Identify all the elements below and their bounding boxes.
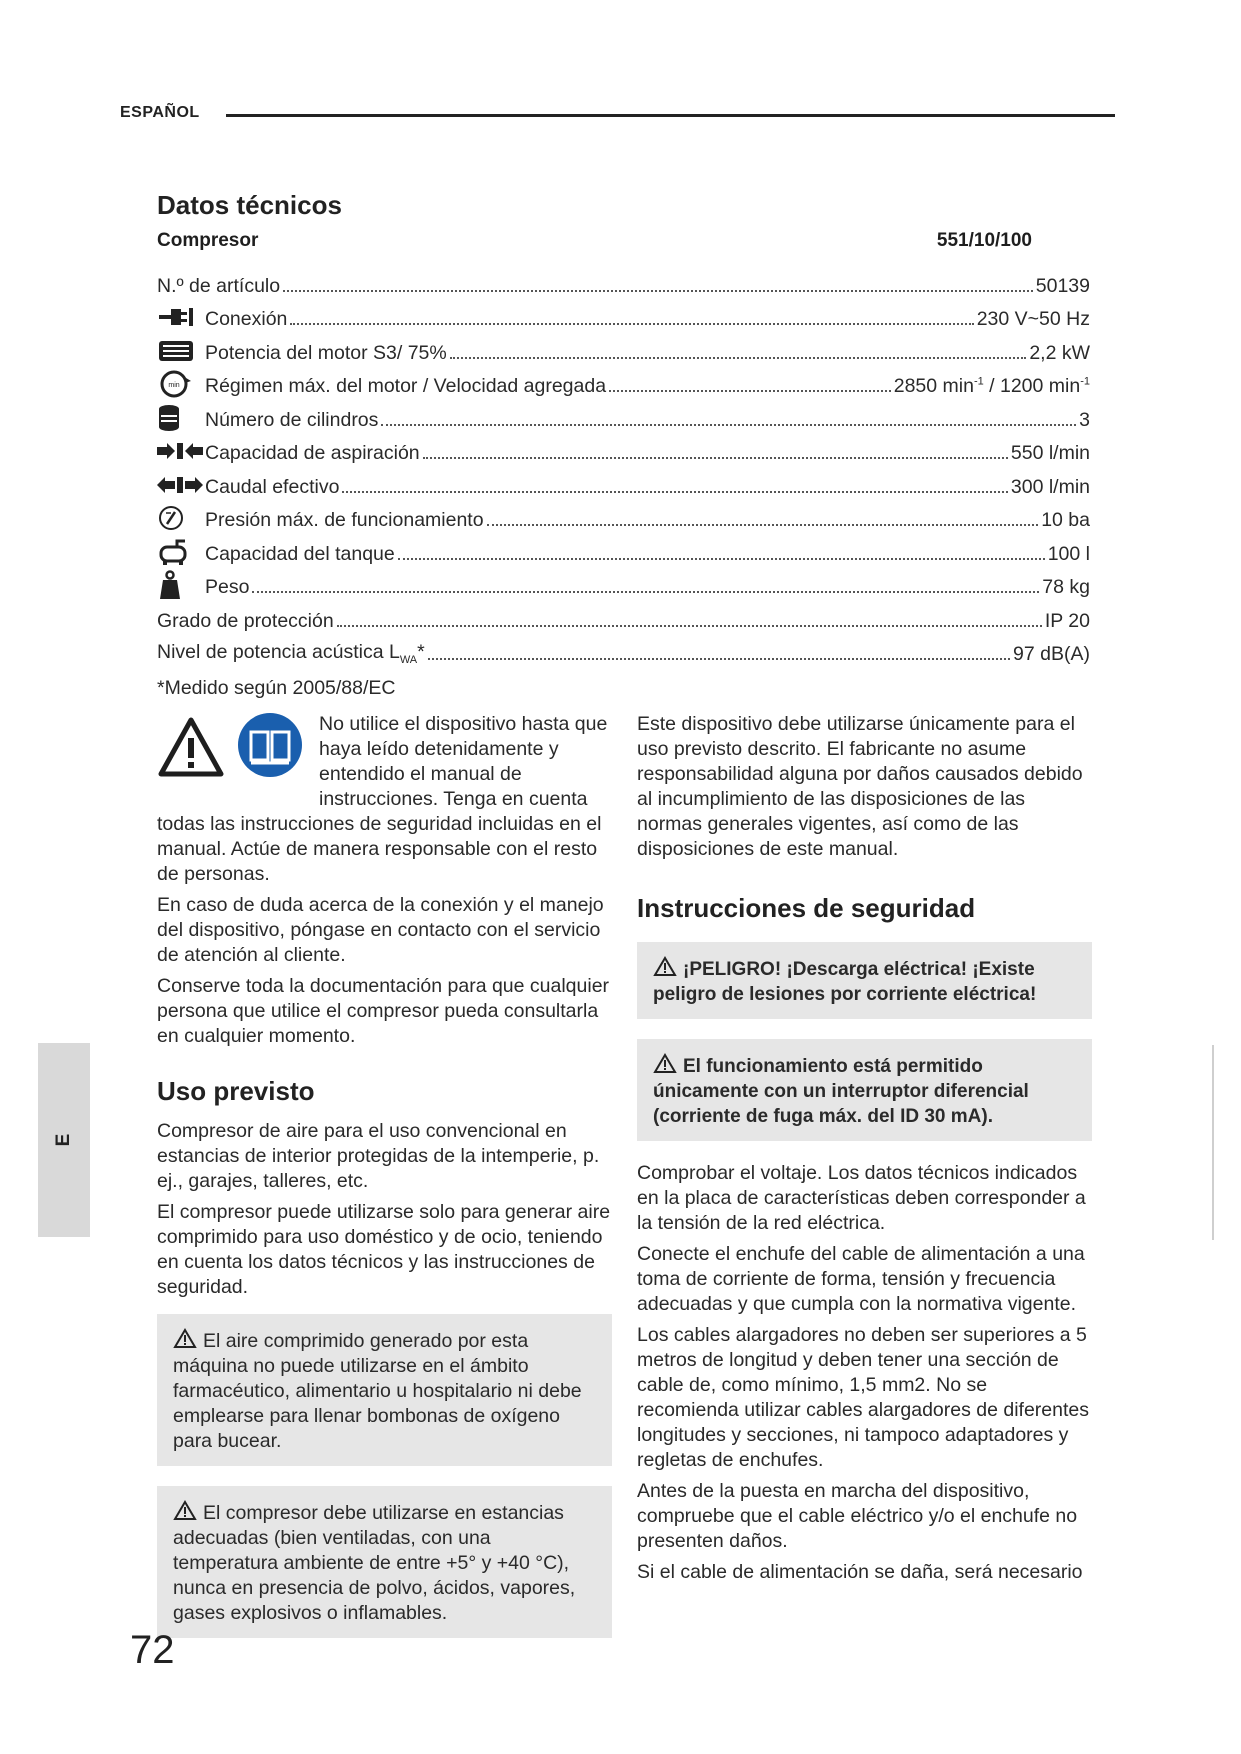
safety-title: Instrucciones de seguridad — [637, 893, 976, 923]
spec-label: Caudal efectivo — [205, 475, 340, 498]
side-tab-label: E — [53, 1133, 74, 1147]
footnote: *Medido según 2005/88/EC — [157, 677, 396, 699]
spec-value: 550 l/min — [1010, 442, 1090, 464]
intended-use-title: Uso previsto — [157, 1076, 315, 1106]
warning-text: El compresor debe utilizarse en estancias adecuadas (bien ventiladas, con una temperatura ambiente de entre +5° y +40 °C), nunca en presencia de polvo, ácidos, vapores, gases explosivos o inflamables. — [173, 1502, 576, 1624]
leader-dots — [252, 591, 1039, 593]
cylinder-icon — [157, 404, 205, 432]
plug-icon — [157, 303, 205, 331]
spec-label: Grado de protección — [157, 609, 334, 632]
spec-row — [157, 566, 1090, 600]
spec-label: Nivel de potencia acústica $L_{WA}*$ — [157, 641, 425, 666]
danger-box — [637, 942, 1092, 1019]
leader-dots — [609, 390, 891, 392]
spec-value: 3 — [1079, 408, 1090, 431]
spec-value: 300 l/min — [1010, 475, 1090, 498]
model-number: 551/10/100 — [936, 230, 1032, 251]
spec-row — [157, 365, 1090, 399]
tank-icon — [157, 538, 205, 566]
motor-icon — [157, 337, 205, 365]
right-column — [637, 712, 1092, 1591]
leader-dots — [283, 290, 1033, 292]
intro-paragraph: No utilice el dispositivo hasta que haya leído detenidamente y entendido el manual de instrucciones. Tenga en cuenta todas las instrucciones de seguridad incluidas en el manual. Actúe de manera responsable con el resto de personas. — [157, 713, 608, 885]
safety-paragraph: Conecte el enchufe del cable de alimentación a una toma de corriente de forma, tensión y frecuencia adecuadas y que cumpla con la normativa vigente. — [637, 1243, 1085, 1315]
language-side-tab — [38, 1043, 90, 1237]
safety-paragraph: Si el cable de alimentación se daña, será necesario — [637, 1561, 1083, 1583]
spec-value: 50139 — [1035, 274, 1090, 297]
page-edge-line — [1212, 1045, 1214, 1240]
keep-docs-paragraph: Conserve toda la documentación para que cualquier persona que utilice el compresor pueda consultarla en cualquier momento. — [157, 975, 610, 1047]
spec-row — [157, 264, 1090, 298]
spec-row — [157, 298, 1090, 332]
rcd-box — [637, 1039, 1092, 1141]
spec-row — [157, 499, 1090, 533]
spec-label: Capacidad de aspiración — [205, 442, 420, 464]
rcd-text: El funcionamiento está permitido únicamente con un interruptor diferencial (corriente de fuga máx. del ID 30 mA). — [653, 1056, 1029, 1127]
spec-row — [157, 465, 1090, 499]
weight-icon — [157, 571, 205, 599]
pressure-gauge-icon — [157, 504, 205, 532]
spec-label: Conexión — [205, 308, 288, 330]
read-manual-icon — [237, 712, 303, 778]
contact-paragraph: En caso de duda acerca de la conexión y el manejo del dispositivo, póngase en contacto con el servicio de atención al cliente. — [157, 894, 604, 966]
spec-value: IP 20 — [1044, 609, 1090, 632]
intended-use-paragraph: El compresor puede utilizarse solo para generar aire comprimido para uso doméstico y de ocio, teniendo en cuenta los datos técnicos y las instrucciones de seguridad. — [157, 1201, 611, 1298]
spec-value: 78 kg — [1042, 576, 1090, 598]
leader-dots — [398, 558, 1045, 560]
leader-dots — [290, 323, 973, 325]
spec-value: 97 dB(A) — [1013, 643, 1090, 665]
warning-triangle-icon — [653, 1053, 677, 1074]
spec-value: 10 ba — [1041, 509, 1090, 531]
warning-triangle-icon — [173, 1500, 197, 1521]
page-header — [120, 104, 1115, 128]
spec-row — [157, 398, 1090, 432]
warning-box — [157, 1314, 612, 1466]
spec-label: Presión máx. de funcionamiento — [205, 509, 484, 531]
spec-value: 230 V~50 Hz — [976, 308, 1090, 330]
safety-paragraph: Los cables alargadores no deben ser superiores a 5 metros de longitud y deben tener una sección de cable de, como mínimo, 1,5 mm2. No se recomienda utilizar cables alargadores de diferentes longitudes y secciones, ni tampoco adaptadores y regletas de enchufes. — [637, 1324, 1090, 1471]
spec-label: Número de cilindros — [205, 408, 379, 431]
warning-triangle-icon — [157, 716, 225, 778]
intro-notice — [157, 712, 612, 887]
leader-dots — [428, 658, 1010, 660]
spec-label: Capacidad del tanque — [205, 542, 395, 565]
spec-row — [157, 599, 1090, 633]
intended-use-paragraph: Compresor de aire para el uso convencional en estancias de interior protegidas de la intemperie, p. ej., garajes, talleres, etc. — [157, 1120, 600, 1192]
warning-triangle-icon — [653, 956, 677, 977]
spec-row — [157, 331, 1090, 365]
spec-value: 100 l — [1047, 542, 1090, 565]
safety-paragraph: Antes de la puesta en marcha del dispositivo, compruebe que el cable eléctrico y/o el enchufe no presenten daños. — [637, 1480, 1078, 1552]
intended-use-disclaimer: Este dispositivo debe utilizarse únicamente para el uso previsto descrito. El fabricante no asume responsabilidad alguna por daños causados debido al incumplimiento de las disposiciones de las normas generales vigentes, así como de las disposiciones de este manual. — [637, 713, 1083, 860]
suction-icon — [157, 437, 205, 465]
spec-label: N.º de artículo — [157, 274, 281, 297]
warning-triangle-icon — [173, 1328, 197, 1349]
leader-dots — [337, 625, 1042, 627]
svg-text:min: min — [168, 382, 180, 389]
tech-data-subheader — [157, 230, 1090, 264]
spec-row — [157, 432, 1090, 466]
spec-value: 2850 $\min^{-1} / 1200$ $\min^{-1}$ — [893, 375, 1090, 397]
notice-icons — [157, 712, 317, 792]
page-number: 72 — [130, 1628, 175, 1672]
speed-gauge-icon — [157, 370, 205, 398]
leader-dots — [423, 457, 1008, 459]
tech-data-section — [157, 190, 1090, 700]
safety-paragraph: Comprobar el voltaje. Los datos técnicos indicados en la placa de características deben corresponder a la tensión de la red eléctrica. — [637, 1162, 1086, 1234]
spec-label: Potencia del motor S3/ 75% — [205, 341, 447, 364]
left-column — [157, 712, 612, 1658]
header-rule — [226, 114, 1115, 117]
tech-data-title: Datos técnicos — [157, 190, 342, 220]
spec-row — [157, 532, 1090, 566]
language-label: ESPAÑOL — [120, 104, 200, 121]
spec-label: Régimen máx. del motor / Velocidad agregada — [205, 375, 607, 397]
flow-icon — [157, 471, 205, 499]
spec-label: Peso — [205, 576, 250, 598]
product-label: Compresor — [157, 230, 259, 251]
leader-dots — [487, 524, 1039, 526]
leader-dots — [450, 357, 1027, 359]
leader-dots — [342, 491, 1007, 493]
leader-dots — [381, 424, 1076, 426]
spec-row — [157, 633, 1090, 667]
danger-text: ¡PELIGRO! ¡Descarga eléctrica! ¡Existe peligro de lesiones por corriente eléctrica! — [653, 959, 1037, 1005]
warning-text: El aire comprimido generado por esta máquina no puede utilizarse en el ámbito farmacéutico, alimentario u hospitalario ni debe emplearse para llenar bombonas de oxígeno para bucear. — [173, 1330, 582, 1452]
warning-box — [157, 1486, 612, 1638]
spec-value: 2,2 kW — [1029, 341, 1090, 364]
